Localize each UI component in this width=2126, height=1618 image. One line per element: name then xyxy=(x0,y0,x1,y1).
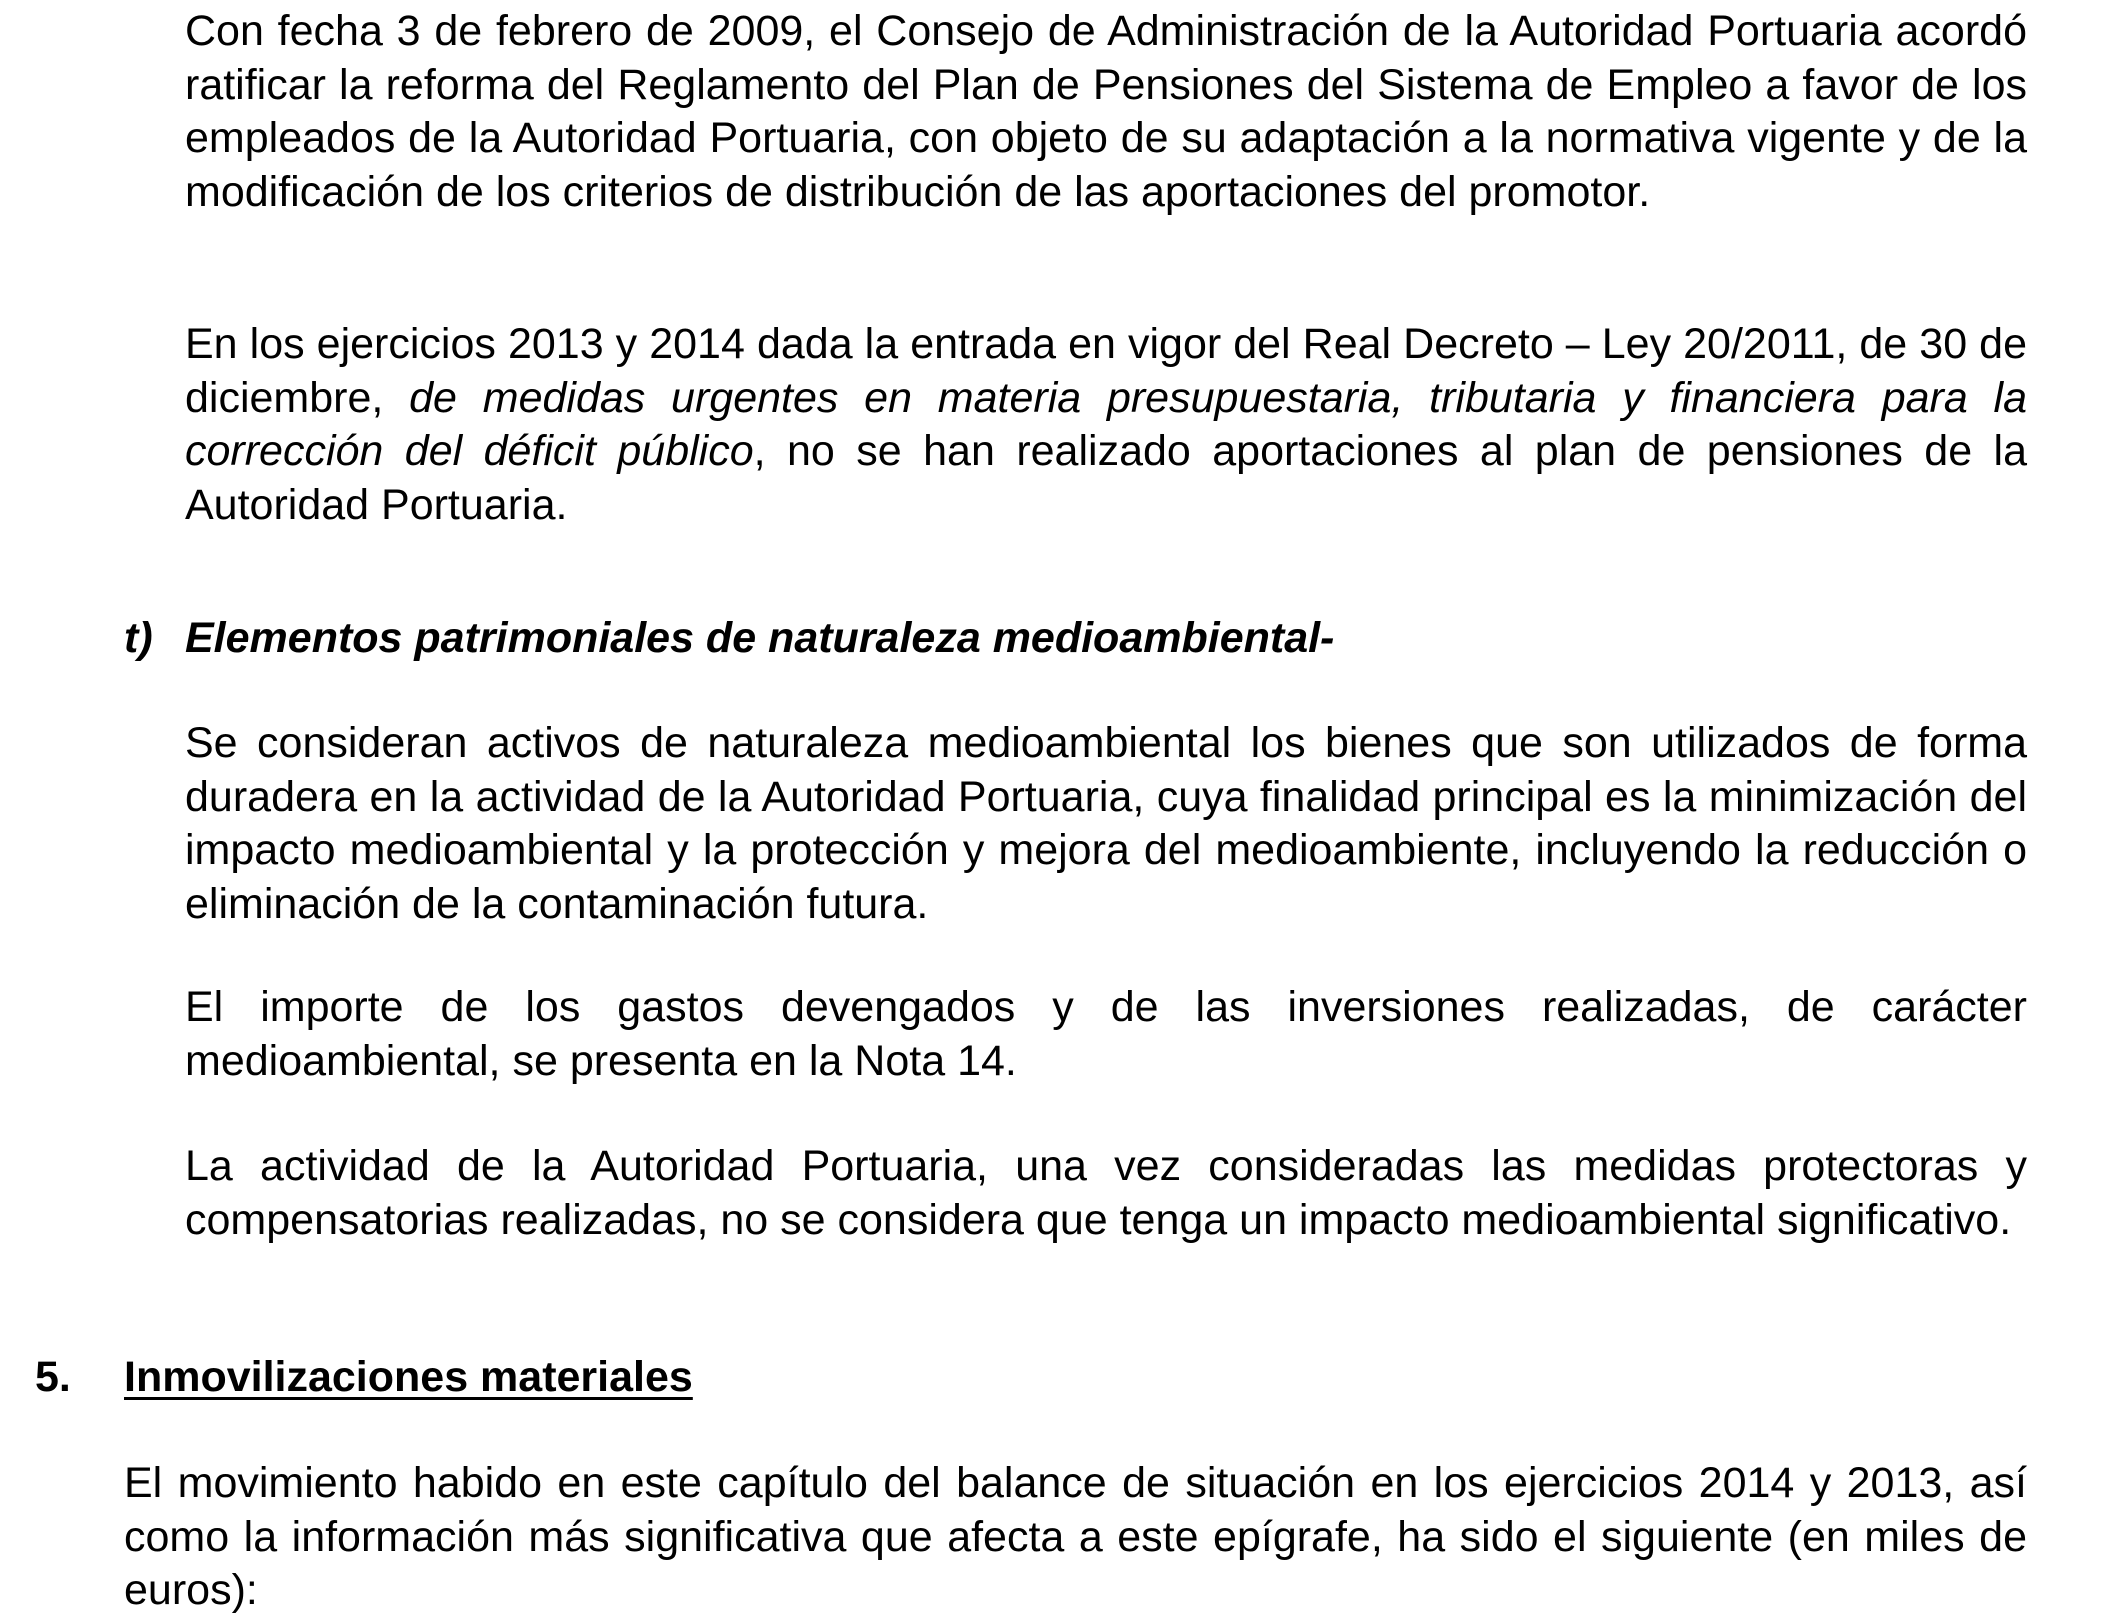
section-5-title: Inmovilizaciones materiales xyxy=(124,1353,693,1401)
paragraph-royal-decree-italic: de medidas urgentes en materia presupuestaria, tributaria y financiera para la corrección del déficit público xyxy=(185,373,2028,475)
paragraph-royal-decree-start: En los ejercicios 2013 y 2014 dada la entrada en vigor del Real Decreto – Ley 20/2011, de 30 de diciembre, xyxy=(185,320,2027,422)
paragraph-royal-decree xyxy=(185,318,2027,532)
section-t-title: Elementos patrimoniales de naturaleza medioambiental- xyxy=(185,614,1335,662)
section-5-heading xyxy=(35,1351,693,1405)
paragraph-environmental-assets: Se consideran activos de naturaleza medioambiental los bienes que son utilizados de forma duradera en la actividad de la Autoridad Portuaria, cuya finalidad principal es la minimización del impacto medioambiental y la protección y mejora del medioambiente, incluyendo la reducción o eliminación de la contaminación futura. xyxy=(185,719,2027,928)
paragraph-royal-decree-end: , no se han realizado aportaciones al plan de pensiones de la Autoridad Portuaria. xyxy=(185,427,2028,529)
paragraph-environmental-expenses: El importe de los gastos devengados y de las inversiones realizadas, de carácter medioambiental, se presenta en la Nota 14. xyxy=(185,983,2027,1085)
paragraph-pension-plan-reform: Con fecha 3 de febrero de 2009, el Consejo de Administración de la Autoridad Portuaria acordó ratificar la reforma del Reglamento del Plan de Pensiones del Sistema de Empleo a favor de los empleados de la Autoridad Portuaria, con objeto de su adaptación a la normativa vigente y de la modificación de los criterios de distribución de las aportaciones del promotor. xyxy=(185,7,2027,216)
section-t-heading xyxy=(124,612,1334,666)
section-t-marker: t) xyxy=(124,614,153,662)
paragraph-tangible-assets-movement: El movimiento habido en este capítulo del balance de situación en los ejercicios 2014 y 2013, así como la información más significativa que afecta a este epígrafe, ha sido el siguiente (en miles de euros): xyxy=(124,1459,2027,1614)
paragraph-environmental-impact: La actividad de la Autoridad Portuaria, una vez consideradas las medidas protectoras y compensatorias realizadas, no se considera que tenga un impacto medioambiental significativo. xyxy=(185,1142,2027,1244)
section-5-number: 5. xyxy=(35,1353,71,1401)
